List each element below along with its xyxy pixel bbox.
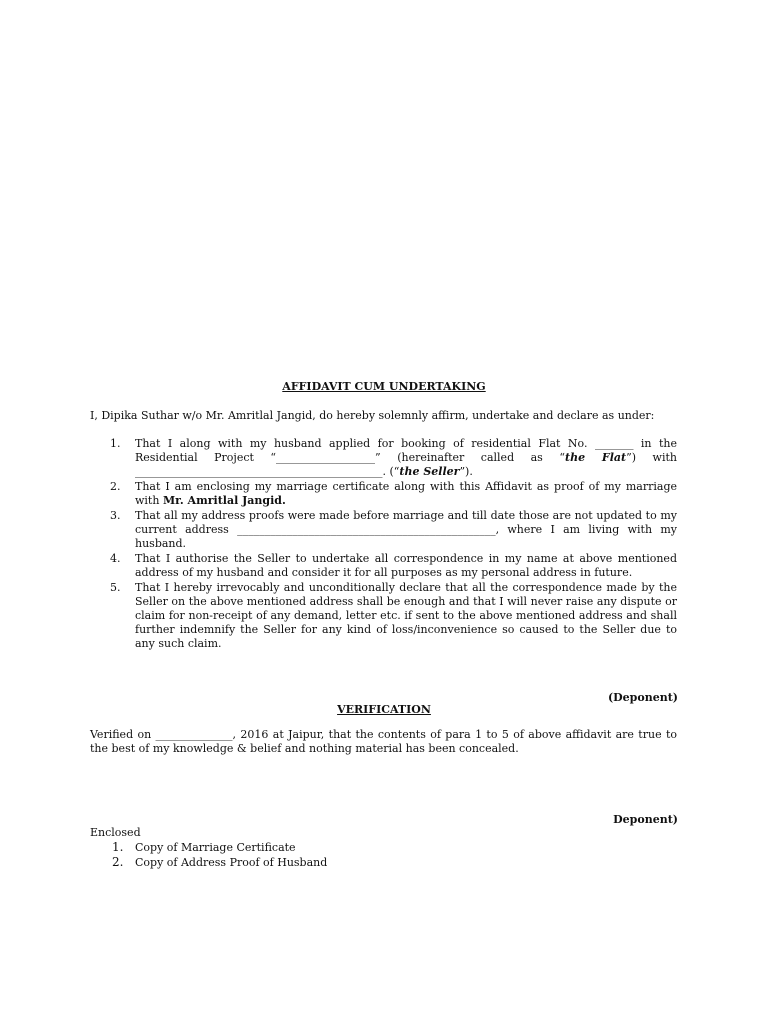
defined-term-flat: the Flat: [564, 451, 627, 464]
document-title: AFFIDAVIT CUM UNDERTAKING: [282, 380, 486, 393]
clause-item-2: [90, 480, 677, 508]
enclosure-text: Copy of Address Proof of Husband: [135, 856, 328, 869]
defined-term-seller: the Seller: [399, 465, 460, 478]
clause-item-5: [90, 581, 677, 651]
husband-name: Mr. Amritlal Jangid.: [162, 494, 286, 507]
clause-text: That I authorise the Seller to undertake all correspondence in my name at above mentioned address of my husband and consider it for all purposes as my personal address in future.: [135, 552, 677, 579]
deponent-verification-label: Deponent): [613, 813, 678, 826]
clause-number: 1.: [110, 437, 121, 450]
clause-text: ”).: [459, 465, 473, 478]
clause-text: That I along with my husband applied for booking of residential Flat No. _______ in the Residential Project “__________________” (hereinafter called as “: [135, 437, 677, 464]
deponent-signature-label: (Deponent): [607, 691, 678, 704]
enclosure-number: 1.: [112, 840, 124, 854]
clause-text: ”) with _____________________________________________. (“: [135, 451, 678, 478]
clause-number: 4.: [110, 552, 121, 565]
clause-number: 5.: [110, 581, 121, 594]
enclosure-item-2: [90, 855, 327, 870]
clause-item-4: [90, 552, 677, 580]
enclosure-text: Copy of Marriage Certificate: [135, 841, 296, 854]
clause-item-3: [90, 509, 677, 551]
clause-text: That I am enclosing my marriage certificate along with this Affidavit as proof of my marriage with: [135, 480, 677, 507]
verification-paragraph: Verified on ______________, 2016 at Jaipur, that the contents of para 1 to 5 of above affidavit are true to the best of my knowledge & belief and nothing material has been concealed.: [90, 728, 677, 755]
enclosure-number: 2.: [112, 855, 124, 869]
enclosed-label: Enclosed: [90, 826, 141, 839]
clause-list: [90, 437, 677, 652]
verification-title: VERIFICATION: [337, 703, 431, 716]
clause-item-1: [90, 437, 677, 479]
enclosure-list: [90, 840, 327, 870]
intro-paragraph: I, Dipika Suthar w/o Mr. Amritlal Jangid, do hereby solemnly affirm, undertake and declare as under:: [90, 409, 655, 422]
enclosure-item-1: [90, 840, 327, 855]
clause-number: 2.: [110, 480, 121, 493]
clause-text: That I hereby irrevocably and unconditionally declare that all the correspondence made by the Seller on the above mentioned address shall be enough and that I will never raise any dispute or claim for non-receipt of any demand, letter etc. if sent to the above mentioned address and shall further indemnify the Seller for any kind of loss/inconvenience so caused to the Seller due to any such claim.: [135, 581, 677, 650]
clause-text: That all my address proofs were made before marriage and till date those are not updated to my current address _______________________________________________, where I am living with my husband.: [135, 509, 677, 550]
clause-number: 3.: [110, 509, 121, 522]
